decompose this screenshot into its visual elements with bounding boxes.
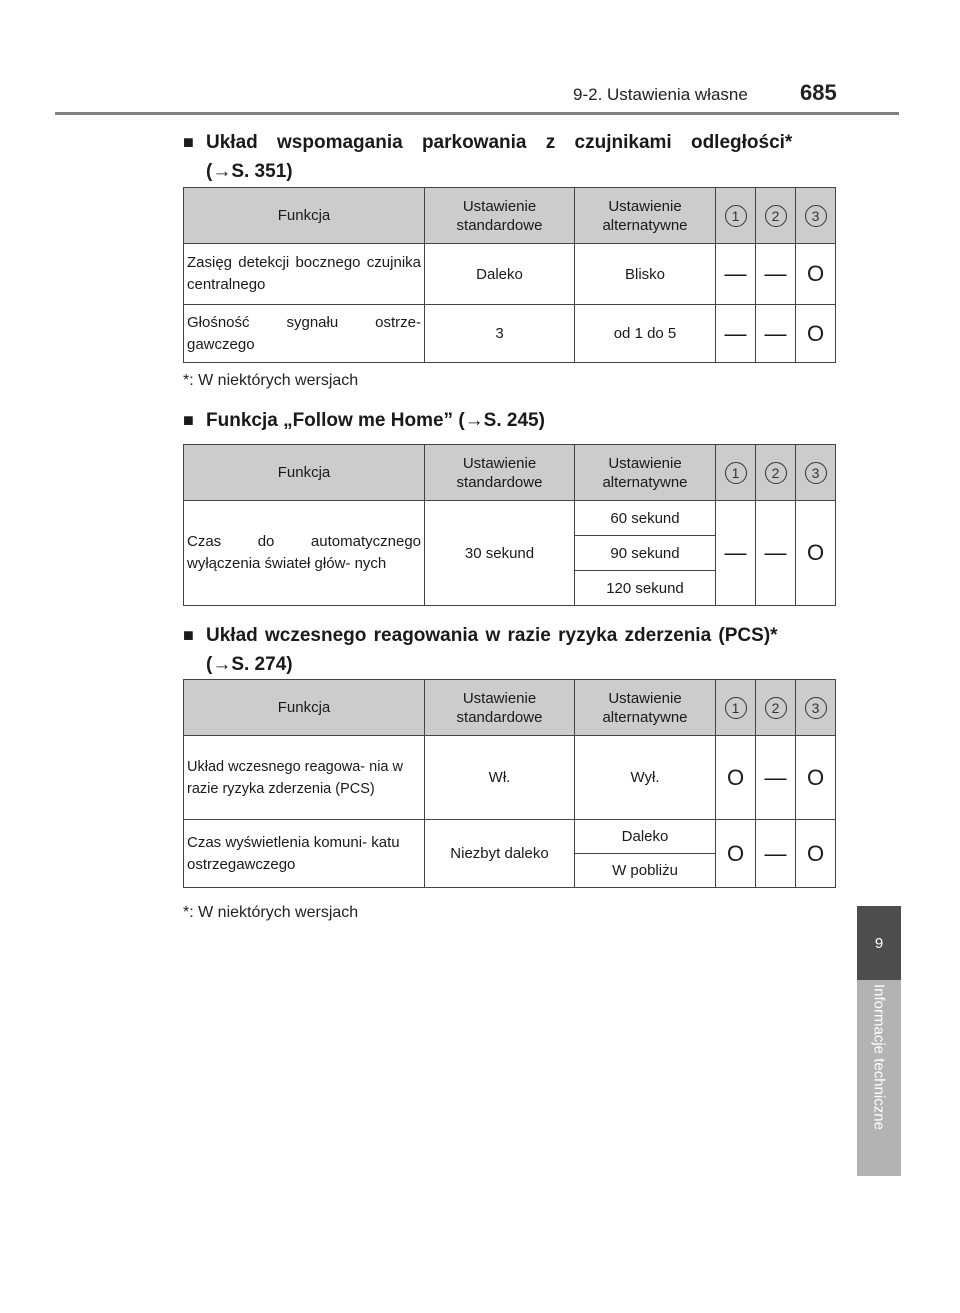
chapter-label: Informacje techniczne <box>870 984 888 1130</box>
mark-cell: — <box>716 305 756 363</box>
circled-number: 3 <box>805 462 827 484</box>
mark-cell: — <box>756 244 796 305</box>
section-heading <box>183 127 835 189</box>
circled-number: 1 <box>725 205 747 227</box>
table-header-row <box>184 680 836 736</box>
alternative-cell: Daleko <box>575 820 716 854</box>
col-alternative: Ustawienie alternatywne <box>575 188 716 244</box>
heading-line: Układ wczesnego reagowania w razie ryzyka zderzenia (PCS)* <box>206 625 778 646</box>
mark-cell: — <box>756 501 796 606</box>
function-cell: Czas do automatycznego wyłączenia świateł głów- nych <box>184 501 425 606</box>
circled-number: 1 <box>725 697 747 719</box>
default-cell: Daleko <box>425 244 575 305</box>
col-2 <box>756 680 796 736</box>
alternative-cell: 90 sekund <box>575 536 716 571</box>
alternative-cell: W pobliżu <box>575 854 716 888</box>
function-cell: Zasięg detekcji bocznego czujnika centralnego <box>184 244 425 305</box>
circled-number: 3 <box>805 205 827 227</box>
square-bullet-icon: ■ <box>183 132 194 152</box>
mark-cell: — <box>756 736 796 820</box>
mark-cell: O <box>796 736 836 820</box>
circled-number: 2 <box>765 697 787 719</box>
default-cell: Niezbyt daleko <box>425 820 575 888</box>
default-cell: 30 sekund <box>425 501 575 606</box>
square-bullet-icon: ■ <box>183 625 194 645</box>
footnote: *: W niektórych wersjach <box>183 904 359 921</box>
settings-table <box>183 187 836 363</box>
col-default: Ustawienie standardowe <box>425 680 575 736</box>
mark-cell: O <box>716 820 756 888</box>
section-heading <box>183 620 835 682</box>
col-function: Funkcja <box>184 445 425 501</box>
mark-cell: — <box>716 501 756 606</box>
mark-cell: O <box>796 501 836 606</box>
function-cell: Układ wczesnego reagowa- nia w razie ryzyka zderzenia (PCS) <box>184 736 425 820</box>
page-number: 685 <box>800 80 837 105</box>
col-1 <box>716 188 756 244</box>
header-rule <box>55 112 899 115</box>
mark-cell: — <box>756 820 796 888</box>
alternative-cell: 120 sekund <box>575 571 716 606</box>
mark-cell: O <box>796 244 836 305</box>
heading-line: Układ wspomagania parkowania z czujnikami odległości* <box>206 132 793 153</box>
col-2 <box>756 188 796 244</box>
col-1 <box>716 445 756 501</box>
function-cell: Głośność sygnału ostrze- gawczego <box>184 305 425 363</box>
table-row <box>184 820 836 854</box>
footnote: *: W niektórych wersjach <box>183 372 359 389</box>
mark-cell: O <box>796 820 836 888</box>
default-cell: Wł. <box>425 736 575 820</box>
table-row <box>184 244 836 305</box>
col-2 <box>756 445 796 501</box>
col-alternative: Ustawienie alternatywne <box>575 680 716 736</box>
table-row <box>184 501 836 536</box>
chapter-tab: 9 <box>857 906 901 980</box>
col-1 <box>716 680 756 736</box>
section-title: 9-2. Ustawienia własne <box>573 85 748 104</box>
settings-table <box>183 444 836 606</box>
circled-number: 3 <box>805 697 827 719</box>
col-3 <box>796 445 836 501</box>
col-function: Funkcja <box>184 680 425 736</box>
alternative-cell: od 1 do 5 <box>575 305 716 363</box>
square-bullet-icon: ■ <box>183 410 194 430</box>
section-heading <box>183 405 835 437</box>
col-3 <box>796 680 836 736</box>
settings-table <box>183 679 836 888</box>
heading-line: Funkcja „Follow me Home” (→S. 245) <box>206 410 545 431</box>
table-header-row <box>184 188 836 244</box>
table-header-row <box>184 445 836 501</box>
heading-ref: (→S. 351) <box>206 161 293 182</box>
mark-cell: — <box>716 244 756 305</box>
col-default: Ustawienie standardowe <box>425 445 575 501</box>
mark-cell: — <box>756 305 796 363</box>
alternative-cell: Blisko <box>575 244 716 305</box>
col-3 <box>796 188 836 244</box>
circled-number: 1 <box>725 462 747 484</box>
mark-cell: O <box>796 305 836 363</box>
col-alternative: Ustawienie alternatywne <box>575 445 716 501</box>
table-row <box>184 736 836 820</box>
alternative-cell: Wył. <box>575 736 716 820</box>
default-cell: 3 <box>425 305 575 363</box>
heading-ref: (→S. 274) <box>206 654 293 675</box>
circled-number: 2 <box>765 205 787 227</box>
col-function: Funkcja <box>184 188 425 244</box>
function-cell: Czas wyświetlenia komuni- katu ostrzegawczego <box>184 820 425 888</box>
circled-number: 2 <box>765 462 787 484</box>
mark-cell: O <box>716 736 756 820</box>
table-row <box>184 305 836 363</box>
col-default: Ustawienie standardowe <box>425 188 575 244</box>
alternative-cell: 60 sekund <box>575 501 716 536</box>
